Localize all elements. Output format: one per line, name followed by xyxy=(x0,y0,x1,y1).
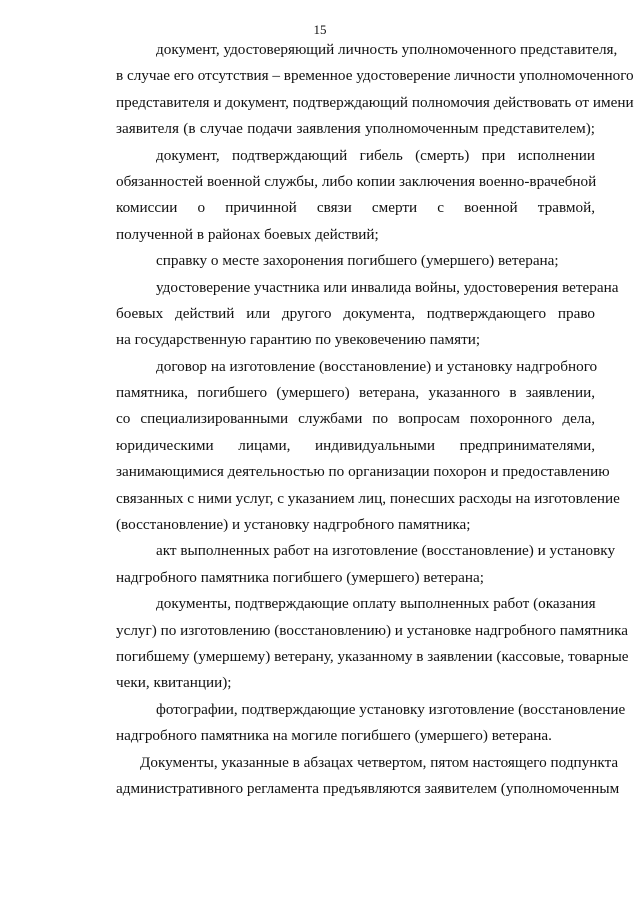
text-line: надгробного памятника погибшего (умершего) ветерана; xyxy=(116,568,484,586)
text-line: со специализированными службами по вопросам похоронного дела, xyxy=(116,410,595,428)
paragraph-veteran-certificate xyxy=(76,275,619,354)
text-line: полученной в районах боевых действий; xyxy=(116,225,379,243)
text-line: на государственную гарантию по увековечению памяти; xyxy=(116,331,481,349)
paragraph-representative-id xyxy=(76,37,634,143)
text-line: комиссии о причинной связи смерти с военной травмой, xyxy=(116,199,595,217)
paragraph-documents-submitted xyxy=(60,750,620,803)
text-line: документы, подтверждающие оплату выполненных работ (оказания xyxy=(156,595,596,613)
text-line: документ, подтверждающий гибель (смерть) при исполнении xyxy=(156,146,595,164)
text-line: Документы, указанные в абзацах четвертом, пятом настоящего подпункта xyxy=(140,753,619,771)
text-line-commission xyxy=(76,195,595,221)
text-line: чеки, квитанции); xyxy=(116,674,232,692)
paragraph-burial-certificate xyxy=(76,248,595,274)
text-line: удостоверение участника или инвалида войны, удостоверения ветерана xyxy=(156,278,619,296)
text-line: договор на изготовление (восстановление) и установку надгробного xyxy=(156,357,598,375)
text-line: представителя и документ, подтверждающий полномочия действовать от имени xyxy=(116,93,634,111)
page-number: 15 xyxy=(313,22,327,37)
paragraph-payment-documents xyxy=(76,591,629,697)
text-line: административного регламента предъявляются заявителем (уполномоченным xyxy=(116,779,620,797)
text-line: обязанностей военной службы, либо копии заключения военно-врачебной xyxy=(116,172,597,190)
paragraph-contract xyxy=(76,354,620,539)
text-line: надгробного памятника на могиле погибшего (умершего) ветерана. xyxy=(116,727,552,745)
text-line: (восстановление) и установку надгробного памятника; xyxy=(116,516,471,534)
text-line: боевых действий или другого документа, подтверждающего право xyxy=(116,304,595,322)
paragraph-work-act xyxy=(76,538,616,591)
paragraph-photos xyxy=(76,697,626,750)
document-body xyxy=(76,37,634,802)
text-line: памятника, погибшего (умершего) ветерана, указанного в заявлении, xyxy=(116,384,595,402)
text-line: связанных с ними услуг, с указанием лиц, понесших расходы на изготовление xyxy=(116,489,620,507)
text-line: юридическими лицами, индивидуальными предпринимателями, xyxy=(116,436,595,454)
text-line: акт выполненных работ на изготовление (восстановление) и установку xyxy=(156,542,616,560)
text-line: погибшему (умершему) ветерану, указанному в заявлении (кассовые, товарные xyxy=(116,647,629,665)
text-line: в случае его отсутствия – временное удостоверение личности уполномоченного xyxy=(116,67,634,85)
text-line: справку о месте захоронения погибшего (умершего) ветерана; xyxy=(156,252,559,270)
text-line: документ, удостоверяющий личность уполномоченного представителя, xyxy=(156,41,618,58)
paragraph-death-document xyxy=(76,143,595,249)
text-line: фотографии, подтверждающие установку изготовление (восстановление xyxy=(156,700,626,718)
text-line: заявителя (в случае подачи заявления уполномоченным представителем); xyxy=(116,120,595,138)
text-line: занимающимися деятельностью по организации похорон и предоставлению xyxy=(116,463,610,481)
text-line: услуг) по изготовлению (восстановлению) и установке надгробного памятника xyxy=(116,621,629,639)
